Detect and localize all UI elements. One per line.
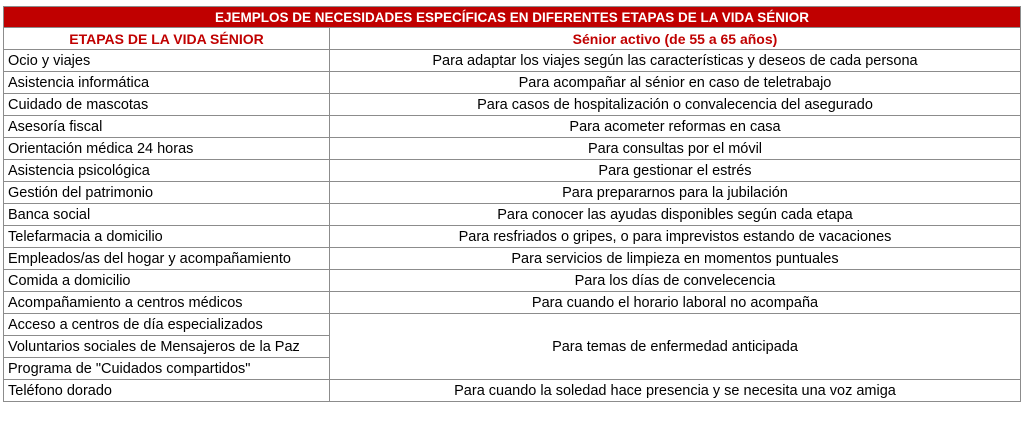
service-cell: Asistencia psicológica (4, 160, 330, 182)
service-cell: Gestión del patrimonio (4, 182, 330, 204)
service-cell: Banca social (4, 204, 330, 226)
service-cell: Cuidado de mascotas (4, 94, 330, 116)
service-cell: Telefarmacia a domicilio (4, 226, 330, 248)
table-row (4, 270, 1021, 292)
table-row (4, 292, 1021, 314)
need-cell: Para prepararnos para la jubilación (330, 182, 1021, 204)
need-cell: Para gestionar el estrés (330, 160, 1021, 182)
table-row (4, 314, 1021, 336)
table-row (4, 226, 1021, 248)
table-row (4, 94, 1021, 116)
need-cell: Para adaptar los viajes según las características y deseos de cada persona (330, 50, 1021, 72)
table-row (4, 248, 1021, 270)
banner-row (4, 7, 1021, 28)
table-row (4, 380, 1021, 402)
service-cell: Ocio y viajes (4, 50, 330, 72)
service-cell: Comida a domicilio (4, 270, 330, 292)
service-cell: Acompañamiento a centros médicos (4, 292, 330, 314)
table-banner: EJEMPLOS DE NECESIDADES ESPECÍFICAS EN DIFERENTES ETAPAS DE LA VIDA SÉNIOR (4, 7, 1021, 28)
service-cell: Asesoría fiscal (4, 116, 330, 138)
need-cell: Para casos de hospitalización o convalecencia del asegurado (330, 94, 1021, 116)
table-row (4, 138, 1021, 160)
need-cell: Para acometer reformas en casa (330, 116, 1021, 138)
table-row (4, 204, 1021, 226)
header-row (4, 28, 1021, 50)
need-cell: Para consultas por el móvil (330, 138, 1021, 160)
header-stage: ETAPAS DE LA VIDA SÉNIOR (4, 28, 330, 50)
service-cell: Teléfono dorado (4, 380, 330, 402)
needs-table (3, 6, 1021, 402)
need-cell: Para resfriados o gripes, o para imprevistos estando de vacaciones (330, 226, 1021, 248)
table-row (4, 160, 1021, 182)
header-senior-active: Sénior activo (de 55 a 65 años) (330, 28, 1021, 50)
service-cell: Programa de "Cuidados compartidos" (4, 358, 330, 380)
service-cell: Orientación médica 24 horas (4, 138, 330, 160)
service-cell: Voluntarios sociales de Mensajeros de la Paz (4, 336, 330, 358)
need-cell-merged: Para temas de enfermedad anticipada (330, 314, 1021, 380)
need-cell: Para acompañar al sénior en caso de teletrabajo (330, 72, 1021, 94)
need-cell: Para conocer las ayudas disponibles según cada etapa (330, 204, 1021, 226)
service-cell: Asistencia informática (4, 72, 330, 94)
table-row (4, 182, 1021, 204)
need-cell: Para los días de convelecencia (330, 270, 1021, 292)
need-cell: Para servicios de limpieza en momentos puntuales (330, 248, 1021, 270)
service-cell: Empleados/as del hogar y acompañamiento (4, 248, 330, 270)
table-row (4, 72, 1021, 94)
need-cell: Para cuando el horario laboral no acompaña (330, 292, 1021, 314)
service-cell: Acceso a centros de día especializados (4, 314, 330, 336)
need-cell: Para cuando la soledad hace presencia y se necesita una voz amiga (330, 380, 1021, 402)
table-row (4, 116, 1021, 138)
table-row (4, 50, 1021, 72)
